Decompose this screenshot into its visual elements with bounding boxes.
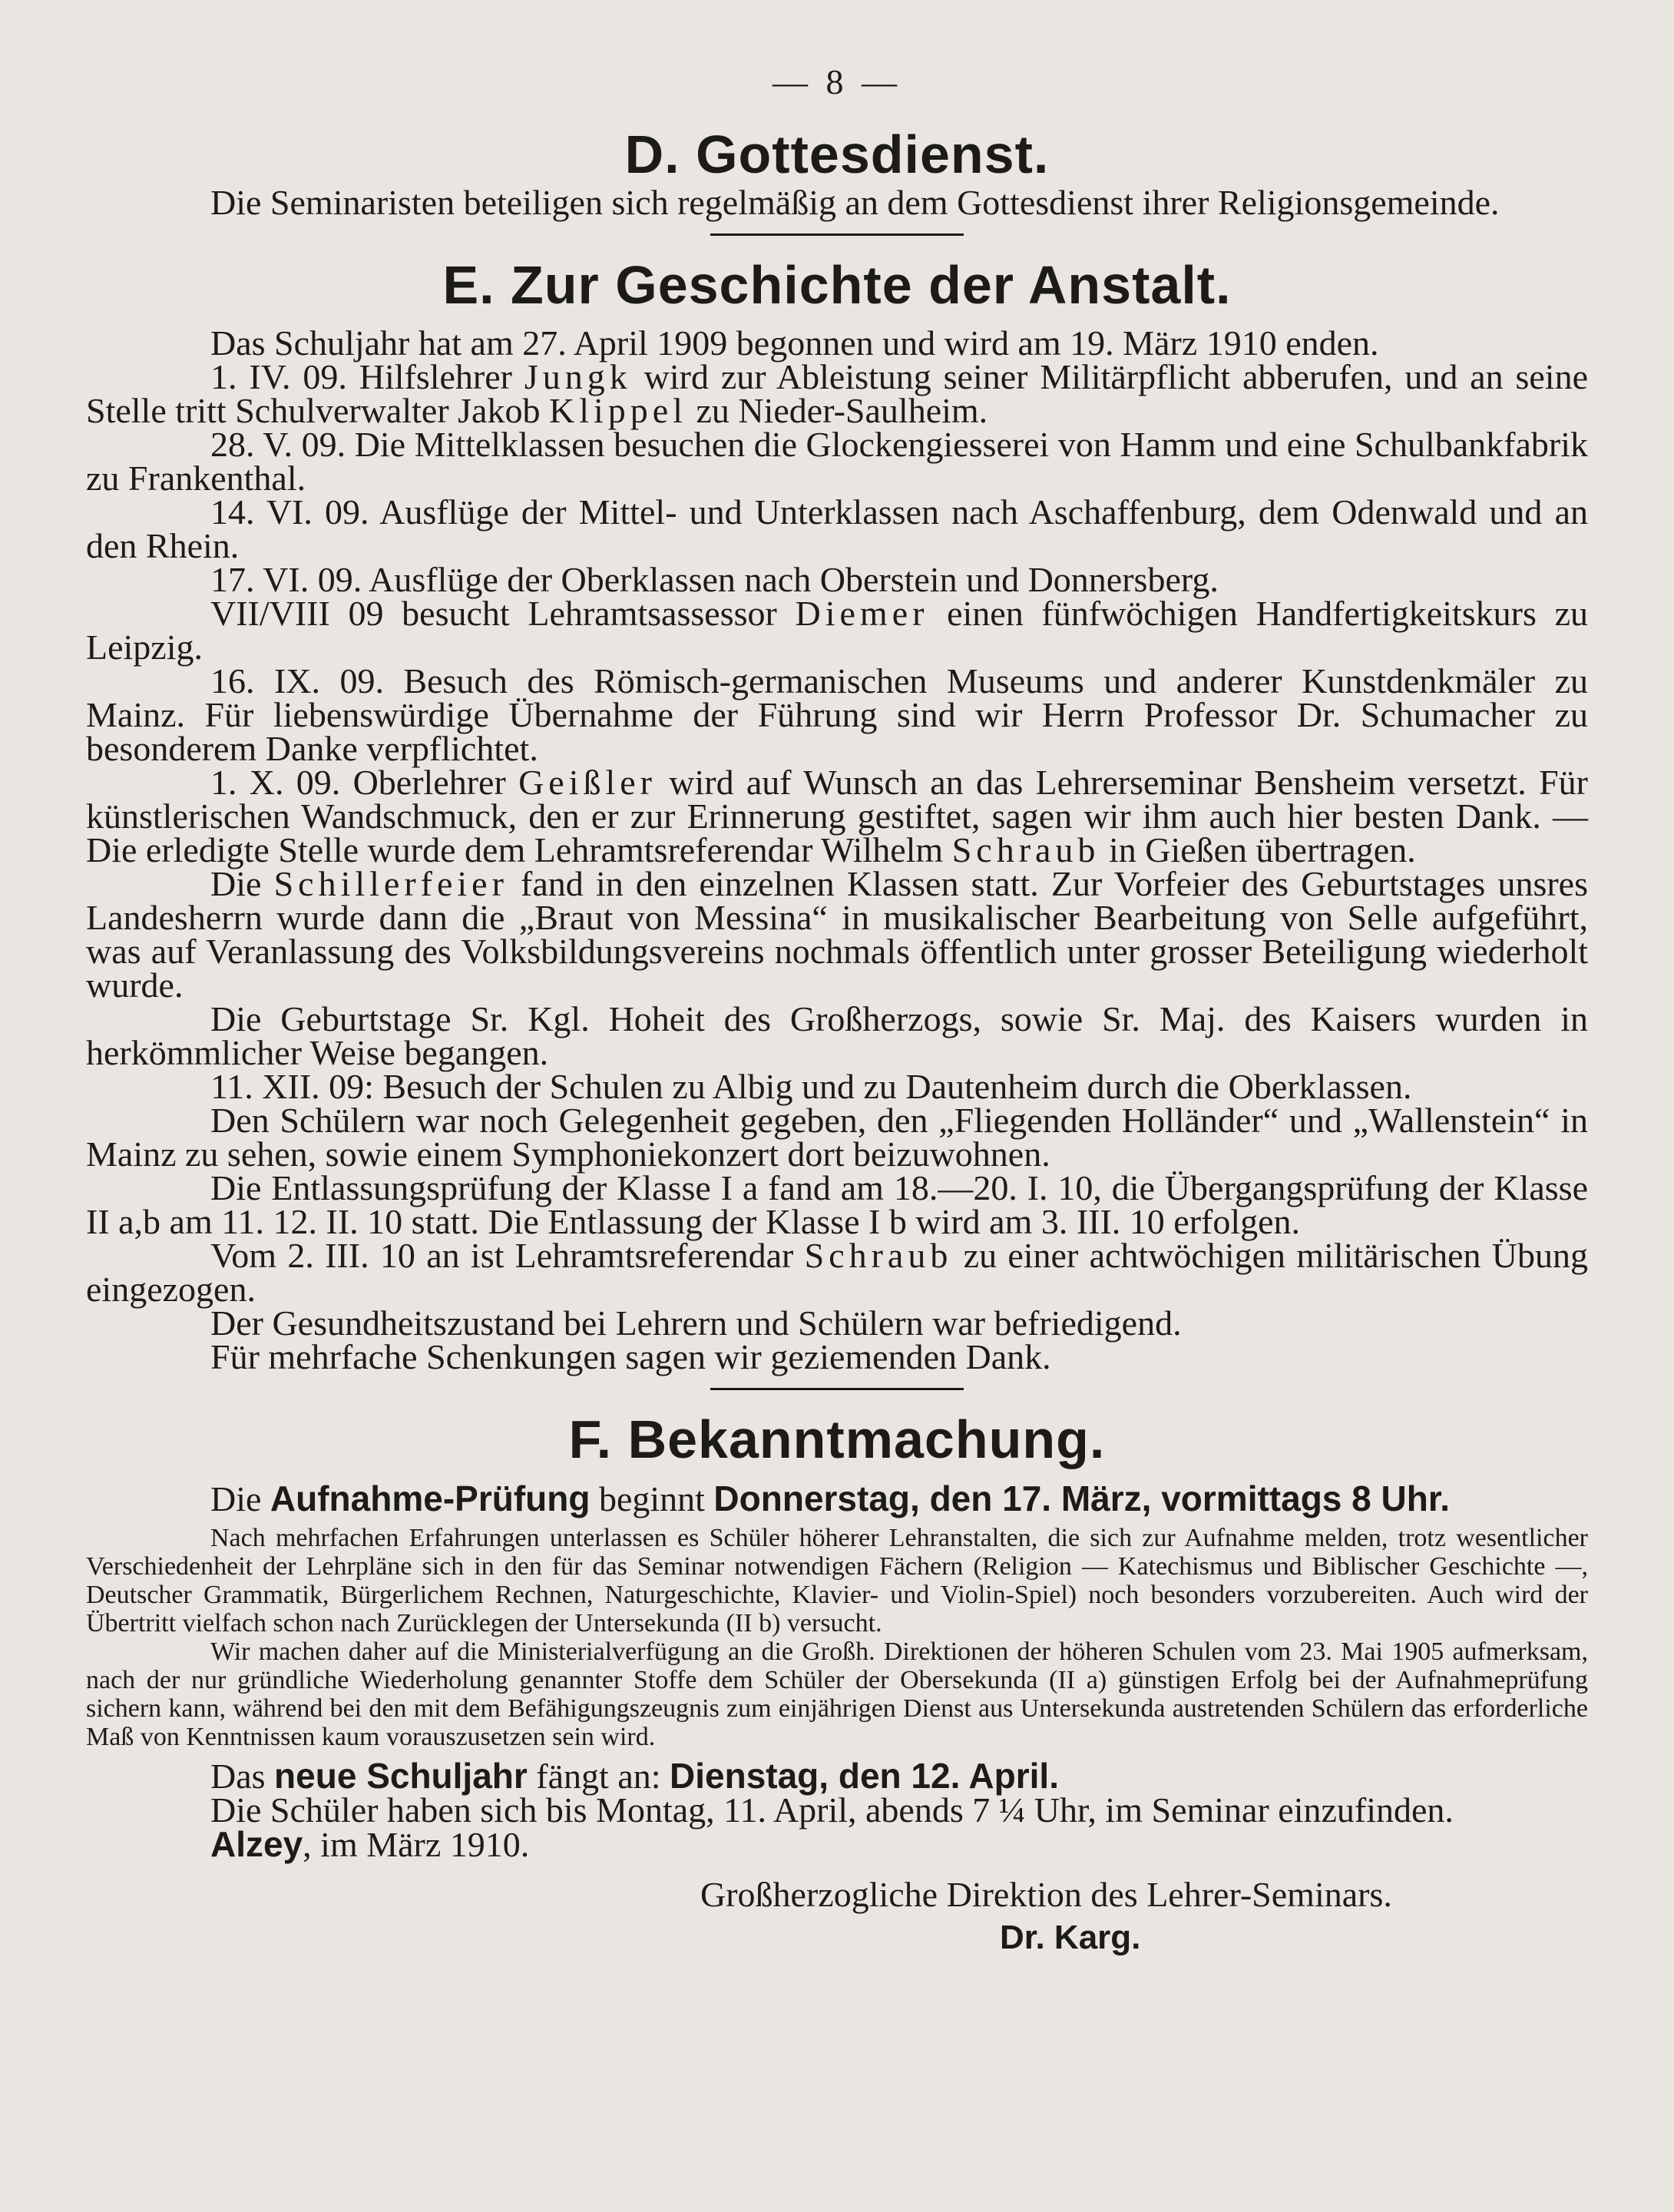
entry-museum: 16. IX. 09. Besuch des Römisch-germanischen Museums und anderer Kunstdenkmäler zu Mainz. Für liebenswürdige Übernahme der Führung sind wir Herrn Professor Dr. Schumacher zu besonderem Danke verpflichtet. [86, 661, 1588, 768]
entry-text: fand in den einzelnen Klassen statt. Zur Vorfeier des Geburtstages unsres Landesherrn wurde dann die „Braut von Messina“ in musikalischer Bearbeitung von Selle aufgeführt, was auf Veranlassung des Volksbildungsvereins nochmals öffentlich unter grosser Beteiligung wiederholt wurde. [86, 864, 1588, 1005]
aufnahme-pruefung-line [86, 1478, 1588, 1518]
entry-text: fängt an: [527, 1756, 670, 1796]
term-neues-schuljahr: neue Schuljahr [274, 1755, 528, 1796]
entry-text: Vom 2. III. 10 an ist Lehramtsreferendar [210, 1236, 805, 1275]
entry-text: einen fünfwöchigen Handfertigkeitskurs zu Leipzig. [86, 594, 1588, 667]
entry-text: Die [210, 1479, 270, 1518]
entry-ausfluege-mittel: 14. VI. 09. Ausflüge der Mittel- und Unterklassen nach Aschaffenburg, dem Odenwald und an den Rhein. [86, 492, 1588, 565]
section-divider [710, 233, 964, 236]
entry-text: in Gießen übertragen. [1100, 830, 1416, 869]
entry-text: wird zur Ableistung seiner Militärpflicht abberufen, und an seine Stelle tritt Schulverwalter Jakob [86, 357, 1589, 430]
entry-text: wird auf Wunsch an das Lehrerseminar Bensheim versetzt. Für künstlerischen Wandschmuck, den er zur Erinnerung gestiftet, sagen wir ihm auch hier besten Dank. — Die erledigte Stelle wurde dem Lehramtsreferendar Wilhelm [86, 763, 1588, 869]
entry-besuch-schulen: 11. XII. 09: Besuch der Schulen zu Albig und zu Dautenheim durch die Oberklassen. [210, 1067, 1412, 1106]
date-aufnahme-pruefung: Donnerstag, den 17. März, vormittags 8 Uhr. [713, 1478, 1450, 1518]
place-date [86, 1823, 1588, 1864]
entry-text: VII/VIII 09 besucht Lehramtsassessor [210, 594, 796, 633]
entry-pruefungen: Die Entlassungsprüfung der Klasse I a fand am 18.—20. I. 10, die Übergangsprüfung der Klasse II a,b am 11. 12. II. 10 statt. Die Entlassung der Klasse I b wird am 3. III. 10 erfolgen. [86, 1168, 1588, 1241]
entry-text: 1. X. 09. Oberlehrer [210, 763, 519, 802]
entry-geissler [86, 763, 1588, 869]
name-geissler: Geißler [518, 763, 657, 802]
entry-schillerfeier [86, 864, 1588, 1005]
entry-oper: Den Schülern war noch Gelegenheit gegeben, den „Fliegenden Holländer“ und „Wallenstein“ in Mainz zu sehen, sowie einem Symphoniekonzert dort beizuwohnen. [86, 1101, 1588, 1174]
section-e-title: E. Zur Geschichte der Anstalt. [442, 254, 1232, 315]
school-year-paragraph: Das Schuljahr hat am 27. April 1909 begonnen und wird am 19. März 1910 enden. [210, 323, 1379, 363]
name-diemer: Diemer [795, 594, 929, 633]
entry-gesundheit: Der Gesundheitszustand bei Lehrern und Schülern war befriedigend. [210, 1303, 1182, 1343]
entry-glockengiesserei: 28. V. 09. Die Mittelklassen besuchen die Glockengiesserei von Hamm und eine Schulbankfabrik zu Frankenthal. [86, 425, 1588, 498]
section-divider [710, 1388, 964, 1390]
entry-ausfluege-ober: 17. VI. 09. Ausflüge der Oberklassen nach Oberstein und Donnersberg. [210, 560, 1219, 599]
entry-text: 1. IV. 09. Hilfslehrer [210, 357, 524, 396]
place-name: Alzey [210, 1823, 303, 1864]
entry-text: Das [210, 1756, 275, 1796]
neues-schuljahr-line [86, 1755, 1588, 1796]
page-number: — 8 — [772, 62, 902, 101]
signature-name: Dr. Karg. [1000, 1918, 1141, 1956]
section-d-title: D. Gottesdienst. [624, 124, 1050, 184]
entry-text: Die [210, 864, 274, 903]
signature-line: Großherzogliche Direktion des Lehrer-Seminars. [700, 1874, 1392, 1914]
date-neues-schuljahr: Dienstag, den 12. April. [670, 1755, 1059, 1796]
name-schraub-2: Schraub [804, 1236, 953, 1275]
entry-jungk [86, 357, 1589, 430]
entry-uebung [86, 1236, 1588, 1309]
entry-schenkungen: Für mehrfache Schenkungen sagen wir geziemenden Dank. [210, 1337, 1051, 1376]
notice-erfahrungen: Nach mehrfachen Erfahrungen unterlassen es Schüler höherer Lehranstalten, die sich zur Aufnahme melden, trotz wesentlicher Verschiedenheit der Lehrpläne sich in den für das Seminar notwendigen Fächern (Religion — Katechismus und Biblischer Geschichte —, Deutscher Grammatik, Bürgerlichem Rechnen, Naturgeschichte, Klavier- und Violin-Spiel) noch besonders vorzubereiten. Auch wird der Übertritt vielfach schon nach Zurücklegen der Untersekunda (II b) versucht. [86, 1523, 1588, 1637]
name-jungk: Jungk [524, 357, 632, 396]
name-schraub: Schraub [951, 830, 1100, 869]
section-f-title: F. Bekanntmachung. [568, 1409, 1106, 1469]
notice-ministerialverfuegung: Wir machen daher auf die Ministerialverfügung an die Großh. Direktionen der höheren Schulen vom 23. Mai 1905 aufmerksam, nach der nur gründliche Wiederholung genannter Stoffe dem Schüler der Obersekunda (II a) günstigen Erfolg bei der Aufnahmeprüfung sichern kann, während bei den mit dem Befähigungszeugnis zum einjährigen Dienst aus Untersekunda austretenden Schülern das erforderliche Maß von Kenntnissen kaum vorauszusetzen sein wird. [86, 1637, 1588, 1751]
name-klippel: Klippel [548, 391, 687, 430]
entry-text: zu einer achtwöchigen militärischen Übung eingezogen. [86, 1236, 1588, 1309]
section-d-text: Die Seminaristen beteiligen sich regelmäßig an dem Gottesdienst ihrer Religionsgemeinde. [210, 182, 1500, 222]
entry-geburtstage: Die Geburtstage Sr. Kgl. Hoheit des Großherzogs, sowie Sr. Maj. des Kaisers wurden in herkömmlicher Weise begangen. [86, 999, 1588, 1072]
einfinden-line: Die Schüler haben sich bis Montag, 11. April, abends 7 ¼ Uhr, im Seminar einzufinden. [210, 1790, 1454, 1830]
entry-diemer [86, 594, 1588, 667]
term-schillerfeier: Schillerfeier [273, 864, 508, 903]
term-aufnahme-pruefung: Aufnahme-Prüfung [270, 1478, 591, 1518]
date-text: , im März 1910. [303, 1824, 530, 1864]
entry-text: beginnt [590, 1479, 714, 1518]
entry-text: zu Nieder-Saulheim. [686, 391, 988, 430]
